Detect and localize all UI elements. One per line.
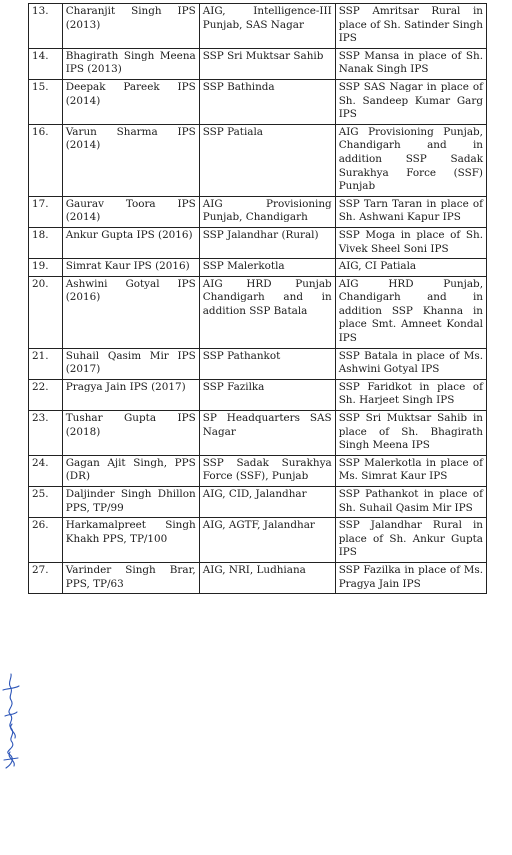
table-row [29,379,487,410]
current-posting-cell: AIG HRD Punjab Chandigarh and in addition SSP Batala [199,276,335,348]
current-posting-cell: SSP Bathinda [199,79,335,124]
signature-icon [0,668,22,774]
new-posting-cell: SSP Amritsar Rural in place of Sh. Satinder Singh IPS [335,4,486,49]
new-posting-cell: SSP Moga in place of Sh. Vivek Sheel Soni IPS [335,227,486,258]
current-posting-cell: SSP Malerkotla [199,259,335,277]
table-row [29,259,487,277]
serial-number-cell: 27. [29,562,63,593]
new-posting-cell: SSP Mansa in place of Sh. Nanak Singh IPS [335,48,486,79]
table-row [29,79,487,124]
current-posting-cell: AIG, Intelligence-III Punjab, SAS Nagar [199,4,335,49]
officer-name-cell: Ashwini Gotyal IPS (2016) [62,276,199,348]
current-posting-cell: SSP Jalandhar (Rural) [199,227,335,258]
new-posting-cell: SSP Malerkotla in place of Ms. Simrat Kaur IPS [335,455,486,486]
serial-number-cell: 19. [29,259,63,277]
officer-name-cell: Ankur Gupta IPS (2016) [62,227,199,258]
officer-name-cell: Varinder Singh Brar, PPS, TP/63 [62,562,199,593]
table-row [29,562,487,593]
table-row [29,487,487,518]
officer-name-cell: Daljinder Singh Dhillon PPS, TP/99 [62,487,199,518]
current-posting-cell: SSP Sadak Surakhya Force (SSF), Punjab [199,455,335,486]
new-posting-cell: SSP Pathankot in place of Sh. Suhail Qasim Mir IPS [335,487,486,518]
serial-number-cell: 26. [29,518,63,563]
new-posting-cell: AIG HRD Punjab, Chandigarh and in addition SSP Khanna in place Smt. Amneet Kondal IPS [335,276,486,348]
new-posting-cell: SSP Batala in place of Ms. Ashwini Gotyal IPS [335,348,486,379]
current-posting-cell: AIG, CID, Jalandhar [199,487,335,518]
officer-name-cell: Pragya Jain IPS (2017) [62,379,199,410]
table-row [29,518,487,563]
officer-name-cell: Charanjit Singh IPS (2013) [62,4,199,49]
postings-table [28,3,487,594]
serial-number-cell: 21. [29,348,63,379]
officer-name-cell: Bhagirath Singh Meena IPS (2013) [62,48,199,79]
new-posting-cell: AIG Provisioning Punjab, Chandigarh and in addition SSP Sadak Surakhya Force (SSF) Punjab [335,124,486,196]
current-posting-cell: SSP Sri Muktsar Sahib [199,48,335,79]
table-row [29,227,487,258]
current-posting-cell: SSP Patiala [199,124,335,196]
table-row [29,455,487,486]
table-row [29,124,487,196]
officer-name-cell: Suhail Qasim Mir IPS (2017) [62,348,199,379]
table-row [29,4,487,49]
officer-name-cell: Simrat Kaur IPS (2016) [62,259,199,277]
table-row [29,196,487,227]
serial-number-cell: 25. [29,487,63,518]
current-posting-cell: SP Headquarters SAS Nagar [199,411,335,456]
officer-name-cell: Gaurav Toora IPS (2014) [62,196,199,227]
officer-name-cell: Harkamalpreet Singh Khakh PPS, TP/100 [62,518,199,563]
serial-number-cell: 15. [29,79,63,124]
current-posting-cell: SSP Fazilka [199,379,335,410]
serial-number-cell: 22. [29,379,63,410]
serial-number-cell: 18. [29,227,63,258]
current-posting-cell: AIG Provisioning Punjab, Chandigarh [199,196,335,227]
officer-name-cell: Gagan Ajit Singh, PPS (DR) [62,455,199,486]
current-posting-cell: SSP Pathankot [199,348,335,379]
serial-number-cell: 20. [29,276,63,348]
officer-name-cell: Varun Sharma IPS (2014) [62,124,199,196]
serial-number-cell: 14. [29,48,63,79]
new-posting-cell: AIG, CI Patiala [335,259,486,277]
postings-table-body [29,4,487,594]
new-posting-cell: SSP Fazilka in place of Ms. Pragya Jain IPS [335,562,486,593]
table-row [29,411,487,456]
table-row [29,276,487,348]
officer-name-cell: Deepak Pareek IPS (2014) [62,79,199,124]
serial-number-cell: 16. [29,124,63,196]
serial-number-cell: 24. [29,455,63,486]
new-posting-cell: SSP Faridkot in place of Sh. Harjeet Singh IPS [335,379,486,410]
officer-name-cell: Tushar Gupta IPS (2018) [62,411,199,456]
new-posting-cell: SSP Jalandhar Rural in place of Sh. Ankur Gupta IPS [335,518,486,563]
transfer-orders-document [28,3,487,594]
new-posting-cell: SSP SAS Nagar in place of Sh. Sandeep Kumar Garg IPS [335,79,486,124]
new-posting-cell: SSP Sri Muktsar Sahib in place of Sh. Bhagirath Singh Meena IPS [335,411,486,456]
table-row [29,48,487,79]
current-posting-cell: AIG, AGTF, Jalandhar [199,518,335,563]
serial-number-cell: 23. [29,411,63,456]
serial-number-cell: 13. [29,4,63,49]
new-posting-cell: SSP Tarn Taran in place of Sh. Ashwani Kapur IPS [335,196,486,227]
table-row [29,348,487,379]
serial-number-cell: 17. [29,196,63,227]
current-posting-cell: AIG, NRI, Ludhiana [199,562,335,593]
